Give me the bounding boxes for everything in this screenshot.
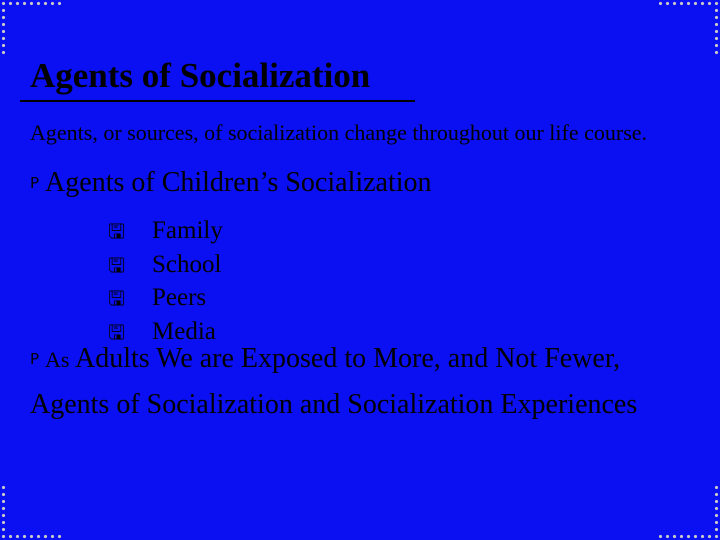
disk-bullet-icon: 🖫	[108, 286, 126, 310]
list-item	[108, 248, 223, 282]
border-dots-bottom-right-h	[657, 533, 713, 540]
slide-title: Agents of Socialization	[30, 56, 371, 95]
list-item	[108, 214, 223, 248]
border-dots-top-right-h	[657, 0, 713, 7]
list-item-label: School	[152, 250, 222, 278]
disk-bullet-icon: 🖫	[108, 219, 126, 243]
bullet-text: Adults We are Exposed to More, and Not Fewer, Agents of Socialization and Socialization Experiences	[30, 343, 638, 420]
list-item-label: Media	[152, 317, 216, 345]
disk-bullet-icon: 🖫	[108, 252, 126, 277]
bullet-marker-icon: P	[30, 174, 40, 192]
title-underline	[20, 100, 415, 102]
border-dots-top-left-h	[7, 0, 63, 7]
list-item-label: Peers	[152, 284, 207, 311]
border-dots-bottom-right	[713, 484, 720, 540]
border-dots-bottom-left-h	[7, 533, 63, 540]
bullet-lead-word: As	[45, 347, 70, 372]
border-dots-top-right	[713, 0, 720, 56]
bullet-marker-icon: P	[30, 350, 40, 368]
list-item	[108, 281, 223, 315]
agents-sub-list	[108, 214, 223, 348]
bullet-children-socialization	[30, 166, 432, 200]
border-dots-bottom-left	[0, 484, 7, 540]
disk-bullet-icon: 🖫	[108, 319, 126, 344]
intro-text: Agents, or sources, of socialization change throughout our life course.	[30, 120, 648, 145]
bullet-text: Agents of Children’s Socialization	[45, 167, 432, 198]
bullet-adults-socialization	[30, 336, 690, 427]
border-dots-top-left	[0, 0, 7, 56]
list-item-label: Family	[152, 217, 223, 244]
